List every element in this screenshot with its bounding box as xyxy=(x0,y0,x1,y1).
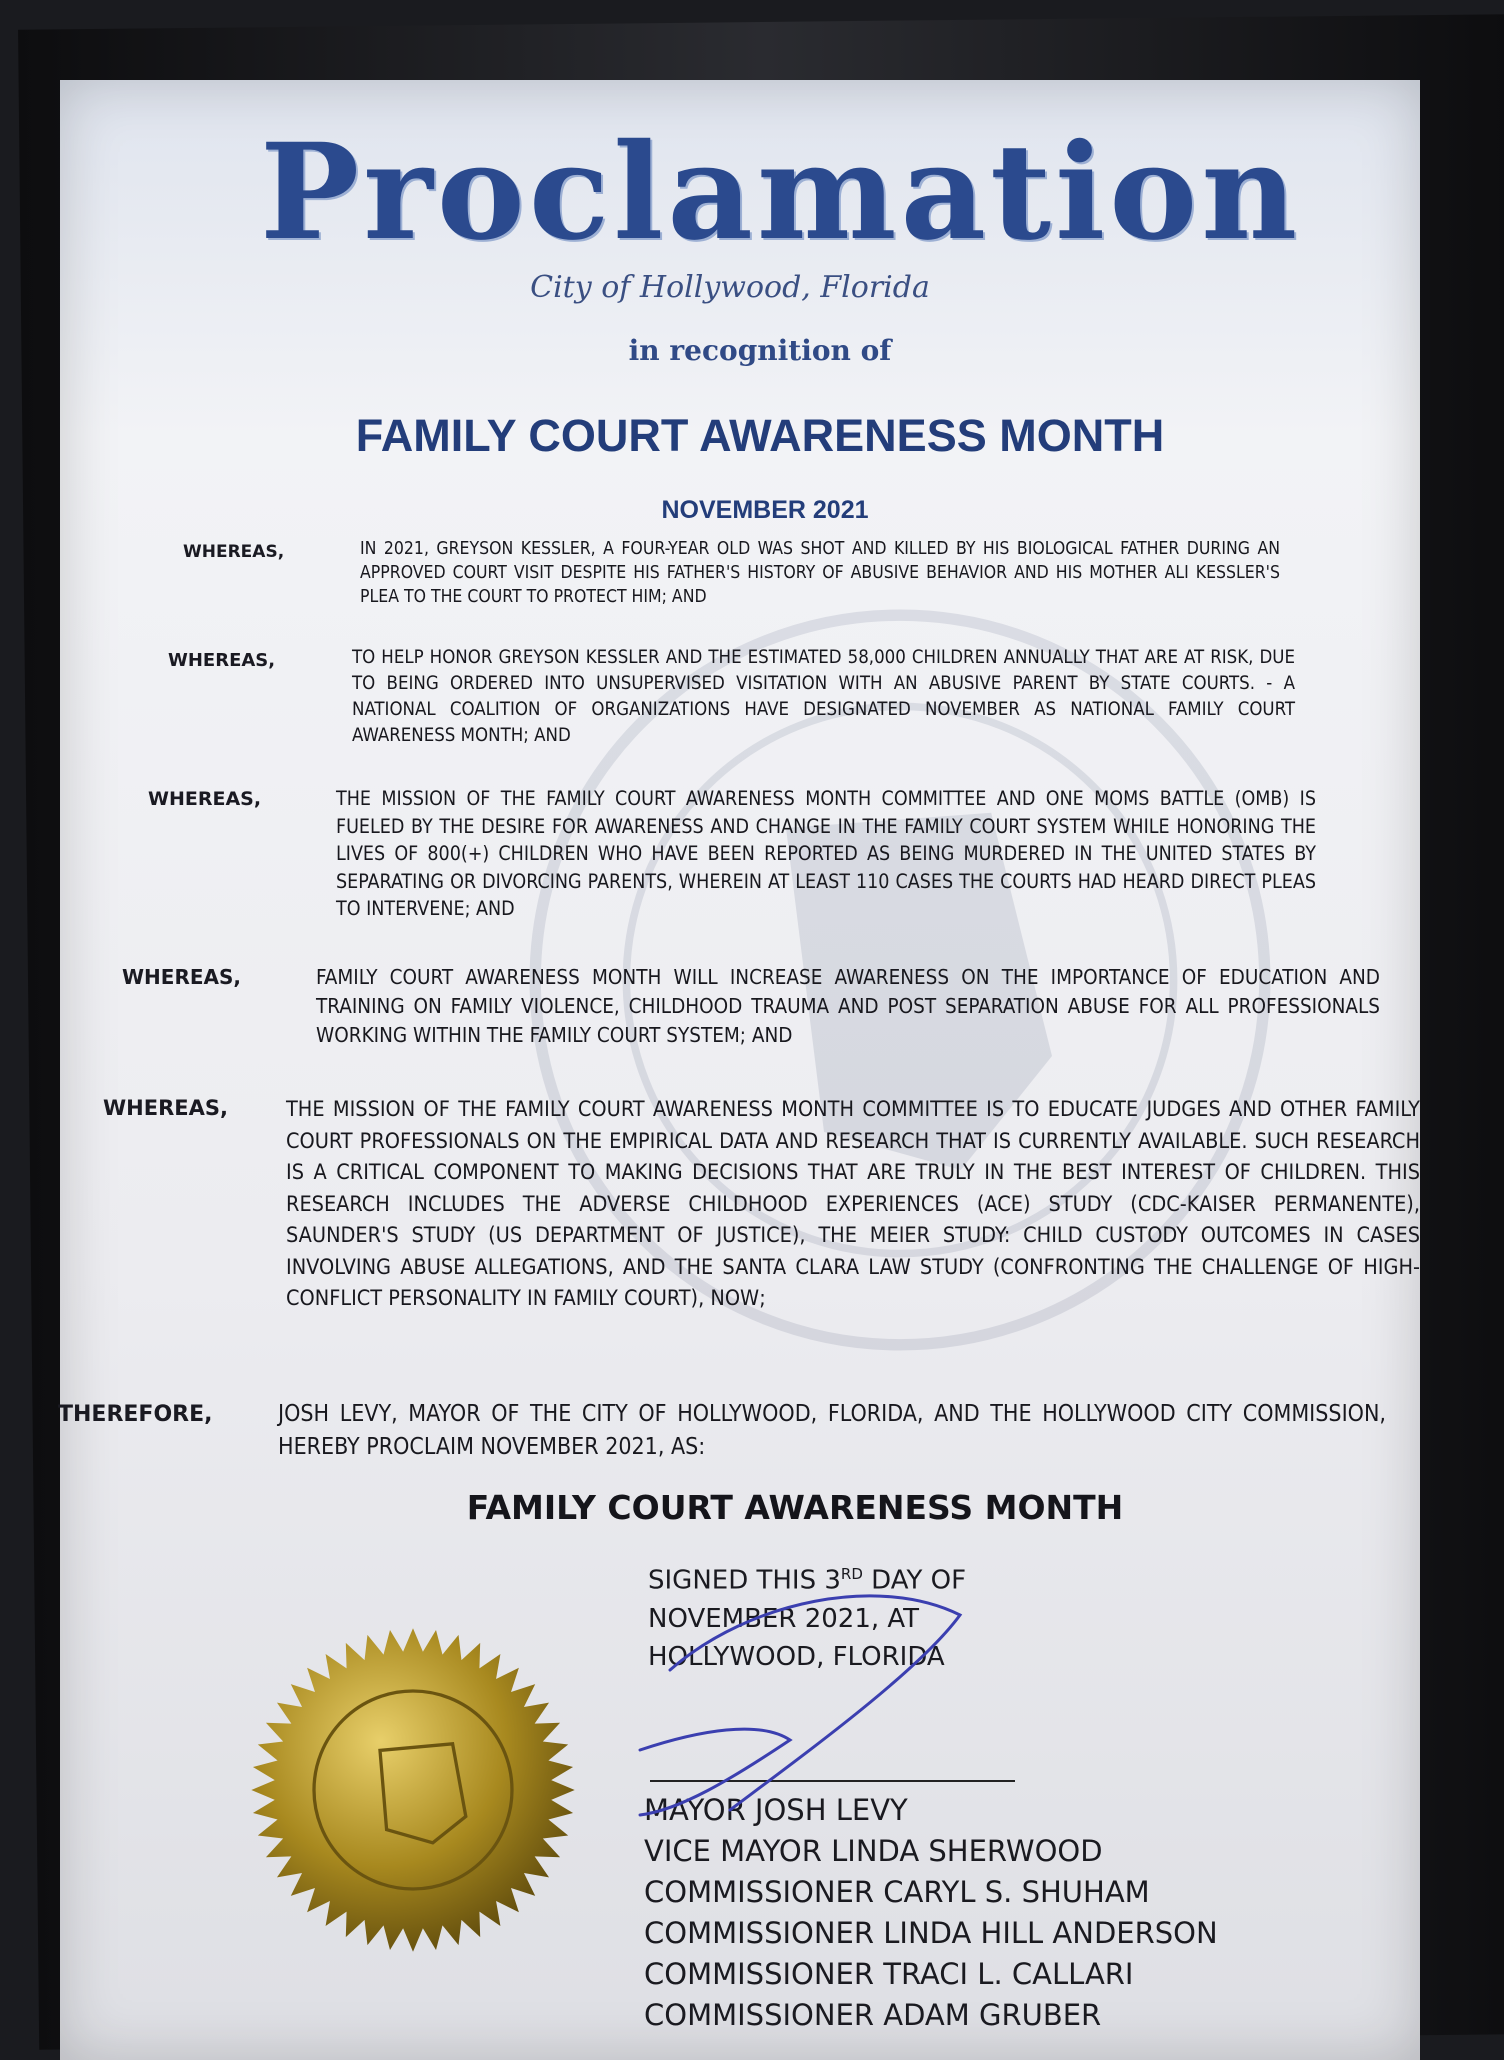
clause-label: WHEREAS, xyxy=(148,788,262,810)
therefore-text: JOSH LEVY, MAYOR OF THE CITY OF HOLLYWOOD, FLORIDA, AND THE HOLLYWOOD CITY COMMISSION, HEREBY PROCLAIM NOVEMBER 2021, AS: xyxy=(278,1401,1386,1460)
signatory: MAYOR JOSH LEVY xyxy=(644,1793,908,1827)
event-date: NOVEMBER 2021 xyxy=(661,496,869,524)
city-subtitle: City of Hollywood, Florida xyxy=(530,270,930,305)
signed-line-3: HOLLYWOOD, FLORIDA xyxy=(648,1641,945,1672)
clause-label: WHEREAS, xyxy=(103,1096,228,1120)
clause-text: THE MISSION OF THE FAMILY COURT AWARENESS MONTH COMMITTEE IS TO EDUCATE JUDGES AND OTHER FAMILY COURT PROFESSIONALS ON THE EMPIRICAL DATA AND RESEARCH THAT IS CURRENTLY AVAILABLE. SUCH RESEARCH IS A CRITICAL COMPONENT TO MAKING DECISIONS THAT ARE TRULY IN THE BEST INTEREST OF CHILDREN. THIS RESEARCH INCLUDES THE ADVERSE CHILDHOOD EXPERIENCES (ACE) STUDY (CDC-KAISER PERMANENTE), SAUNDER'S STUDY (US DEPARTMENT OF JUSTICE), THE MEIER STUDY: CHILD CUSTODY OUTCOMES IN CASES INVOLVING ABUSE ALLEGATIONS, AND THE SANTA CLARA LAW STUDY (CONFRONTING THE CHALLENGE OF HIGH-CONFLICT PERSONALITY IN FAMILY COURT), NOW; xyxy=(286,1097,1420,1311)
signed-day-of: DAY OF xyxy=(862,1565,967,1596)
clause-text: IN 2021, GREYSON KESSLER, A FOUR-YEAR OLD WAS SHOT AND KILLED BY HIS BIOLOGICAL FATHER DURING AN APPROVED COURT VISIT DESPITE HIS FATHER'S HISTORY OF ABUSIVE BEHAVIOR AND HIS MOTHER ALI KESSLER'S PLEA TO THE COURT TO PROTECT HIM; AND xyxy=(360,539,1280,607)
signatory: COMMISSIONER ADAM GRUBER xyxy=(644,1998,1102,2032)
signatory: COMMISSIONER TRACI L. CALLARI xyxy=(644,1957,1134,1991)
clause-text: THE MISSION OF THE FAMILY COURT AWARENESS MONTH COMMITTEE AND ONE MOMS BATTLE (OMB) IS FUELED BY THE DESIRE FOR AWARENESS AND CHANGE IN THE FAMILY COURT SYSTEM WHILE HONORING THE LIVES OF 800(+) CHILDREN WHO HAVE BEEN REPORTED AS BEING MURDERED IN THE UNITED STATES BY SEPARATING OR DIVORCING PARENTS, WHEREIN AT LEAST 110 CASES THE COURTS HAD HEARD DIRECT PLEAS TO INTERVENE; AND xyxy=(336,787,1316,920)
proclamation-title: Proclamation xyxy=(260,115,1302,270)
mayor-signature xyxy=(580,1580,1040,1820)
recognition-line: in recognition of xyxy=(628,334,892,367)
signed-ordinal: RD xyxy=(840,1565,863,1583)
signed-day: SIGNED THIS 3 xyxy=(648,1565,841,1596)
clause-label: WHEREAS, xyxy=(122,965,242,989)
signatory: COMMISSIONER LINDA HILL ANDERSON xyxy=(644,1916,1218,1950)
signatories-list xyxy=(644,1790,1344,2036)
closing-title: FAMILY COURT AWARENESS MONTH xyxy=(466,1488,1124,1527)
signatory: VICE MAYOR LINDA SHERWOOD xyxy=(644,1834,1103,1868)
event-title: FAMILY COURT AWARENESS MONTH xyxy=(355,410,1165,461)
therefore-label: THEREFORE, xyxy=(58,1402,213,1427)
gold-city-seal xyxy=(248,1625,578,1955)
clause-text: TO HELP HONOR GREYSON KESSLER AND THE ESTIMATED 58,000 CHILDREN ANNUALLY THAT ARE AT RISK, DUE TO BEING ORDERED INTO UNSUPERVISED VISITATION WITH AN ABUSIVE PARENT BY STATE COURTS. - A NATIONAL COALITION OF ORGANIZATIONS HAVE DESIGNATED NOVEMBER AS NATIONAL FAMILY COURT AWARENESS MONTH; AND xyxy=(352,647,1295,746)
signatory: COMMISSIONER CARYL S. SHUHAM xyxy=(644,1875,1150,1909)
signed-line-2: NOVEMBER 2021, AT xyxy=(648,1603,920,1634)
clause-label: WHEREAS, xyxy=(183,542,285,562)
clause-label: WHEREAS, xyxy=(168,650,276,671)
clause-text: FAMILY COURT AWARENESS MONTH WILL INCREASE AWARENESS ON THE IMPORTANCE OF EDUCATION AND TRAINING ON FAMILY VIOLENCE, CHILDHOOD TRAUMA AND POST SEPARATION ABUSE FOR ALL PROFESSIONALS WORKING WITHIN THE FAMILY COURT SYSTEM; AND xyxy=(316,965,1380,1047)
